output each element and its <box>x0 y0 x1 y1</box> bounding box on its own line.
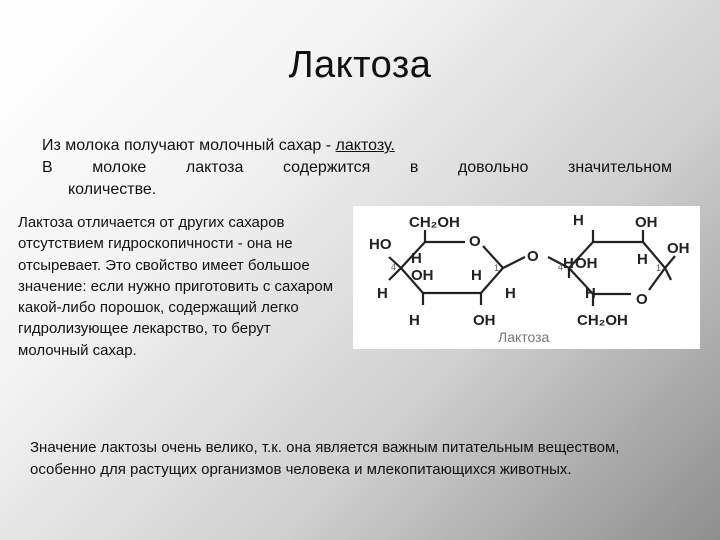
label-h: H <box>377 285 388 302</box>
figure-caption: Лактоза <box>498 329 550 345</box>
intro-word: лактоза <box>185 159 244 176</box>
label-h: H <box>585 285 596 302</box>
label-oh: OH <box>411 267 434 284</box>
lactose-structure-svg <box>353 206 700 349</box>
label-h: H <box>637 251 648 268</box>
bottom-paragraph: Значение лактозы очень велико, т.к. она является важным питательным веществом, особенно для растущих организмов человека и млекопитающихся животных. <box>30 439 620 478</box>
carbon-number: 4 <box>558 262 564 272</box>
intro-word: значительном <box>568 159 672 176</box>
label-h: H <box>563 255 574 272</box>
label-h: H <box>573 212 584 229</box>
label-oh: OH <box>575 255 598 272</box>
intro-line-3: количестве. <box>68 181 157 198</box>
intro-word: молоке <box>92 159 147 176</box>
label-ho: HO <box>369 236 392 253</box>
label-oh: OH <box>667 240 690 257</box>
label-h: H <box>505 285 516 302</box>
carbon-number: 4 <box>391 262 397 272</box>
lactose-link[interactable]: лактозу. <box>335 137 395 154</box>
intro-word: В <box>42 159 53 176</box>
label-oh: OH <box>473 312 496 329</box>
left-paragraph: Лактоза отличается от других сахаров отсутствием гидроскопичности - она не отсыревает. Это свойство имеет большое значение: если нужно приготовить с сахаром какой-либо порошок, содержащий легко гидролизующее лекарство, то берут молочный сахар. <box>18 214 334 359</box>
intro-line-1 <box>42 135 672 157</box>
intro-word: содержится <box>282 159 371 176</box>
label-ch2oh: CH₂OH <box>577 312 628 329</box>
label-oh: OH <box>635 214 658 231</box>
label-glycosidic-oxygen: O <box>527 248 539 265</box>
intro-word: в <box>409 159 419 176</box>
label-h: H <box>409 312 420 329</box>
label-ring-oxygen: O <box>636 291 648 308</box>
intro-word: довольно <box>457 159 529 176</box>
lactose-structure-figure <box>353 206 700 349</box>
label-ch2oh: CH₂OH <box>409 214 460 231</box>
intro-text <box>42 135 672 201</box>
intro-line-2 <box>42 157 672 179</box>
label-h: H <box>471 267 482 284</box>
intro-line-1-prefix: Из молока получают молочный сахар - <box>42 137 336 154</box>
label-ring-oxygen: O <box>469 233 481 250</box>
slide-title: Лактоза <box>288 44 432 86</box>
carbon-number: 1 <box>656 263 662 273</box>
label-h: H <box>411 250 422 267</box>
carbon-number: 1 <box>494 263 500 273</box>
